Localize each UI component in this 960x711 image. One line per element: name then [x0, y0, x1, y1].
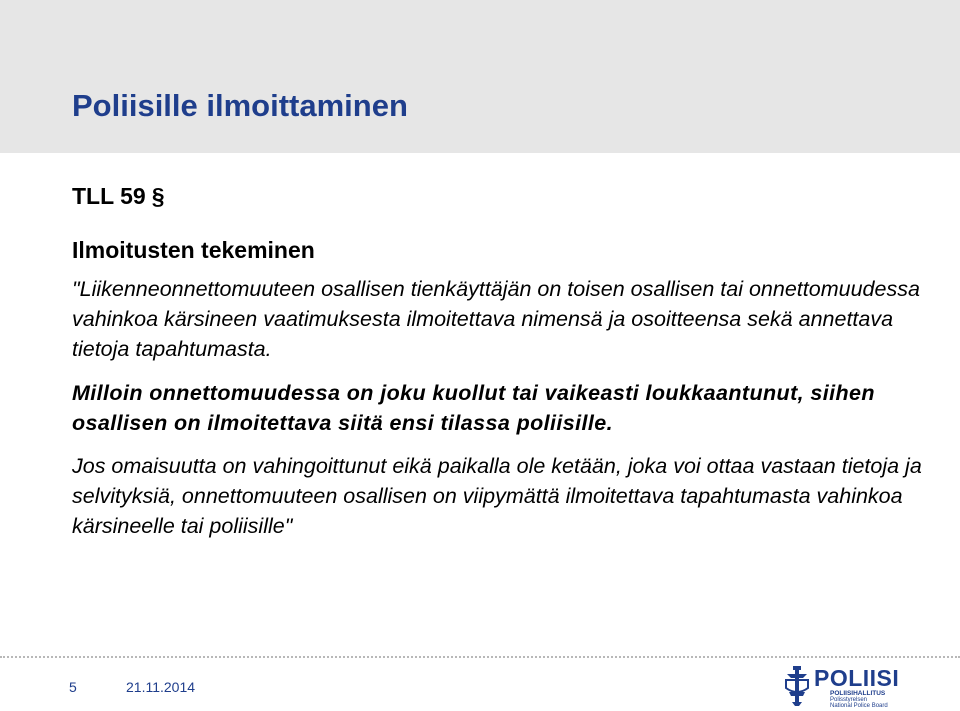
logo-sub-3: National Police Board — [830, 703, 888, 709]
title-band — [0, 0, 960, 153]
footer-date: 21.11.2014 — [126, 679, 196, 695]
section-sign: § — [151, 183, 165, 209]
paragraph-quote-start: "Liikenneonnettomuuteen osallisen tienkäyttäjän on toisen osallisen tai onnettomuudessa vahinkoa kärsineen vaatimuksesta ilmoitettava nimensä ja osoitteensa sekä annettava tietoja tapahtumasta. — [72, 277, 920, 361]
slide-content — [72, 176, 932, 541]
heading-tll59 — [72, 182, 932, 210]
heading-tll-label: TLL 59 — [72, 183, 146, 209]
paragraph-property: Jos omaisuutta on vahingoittunut eikä paikalla ole ketään, joka voi ottaa vastaan tietoja ja selvityksiä, onnettomuuteen osallisen on viipymättä ilmoitettava tapahtumasta vahinkoa kärsineelle tai poliisille" — [72, 454, 922, 538]
page-number: 5 — [69, 679, 77, 695]
footer-divider — [0, 656, 960, 658]
poliisi-logo — [783, 664, 943, 708]
slide-title: Poliisille ilmoittaminen — [72, 88, 408, 123]
logo-sub-2: Polisstyrelsen — [830, 697, 868, 703]
heading-ilmoitusten: Ilmoitusten tekeminen — [72, 237, 315, 263]
police-emblem-icon — [783, 666, 811, 706]
logo-name: POLIISI — [814, 665, 900, 691]
paragraph-fatality: Milloin onnettomuudessa on joku kuollut tai vaikeasti loukkaantunut, siihen osallisen on ilmoitettava siitä ensi tilassa poliisille. — [72, 381, 875, 435]
logo-sub-1: POLIISIHALLITUS — [830, 690, 886, 697]
